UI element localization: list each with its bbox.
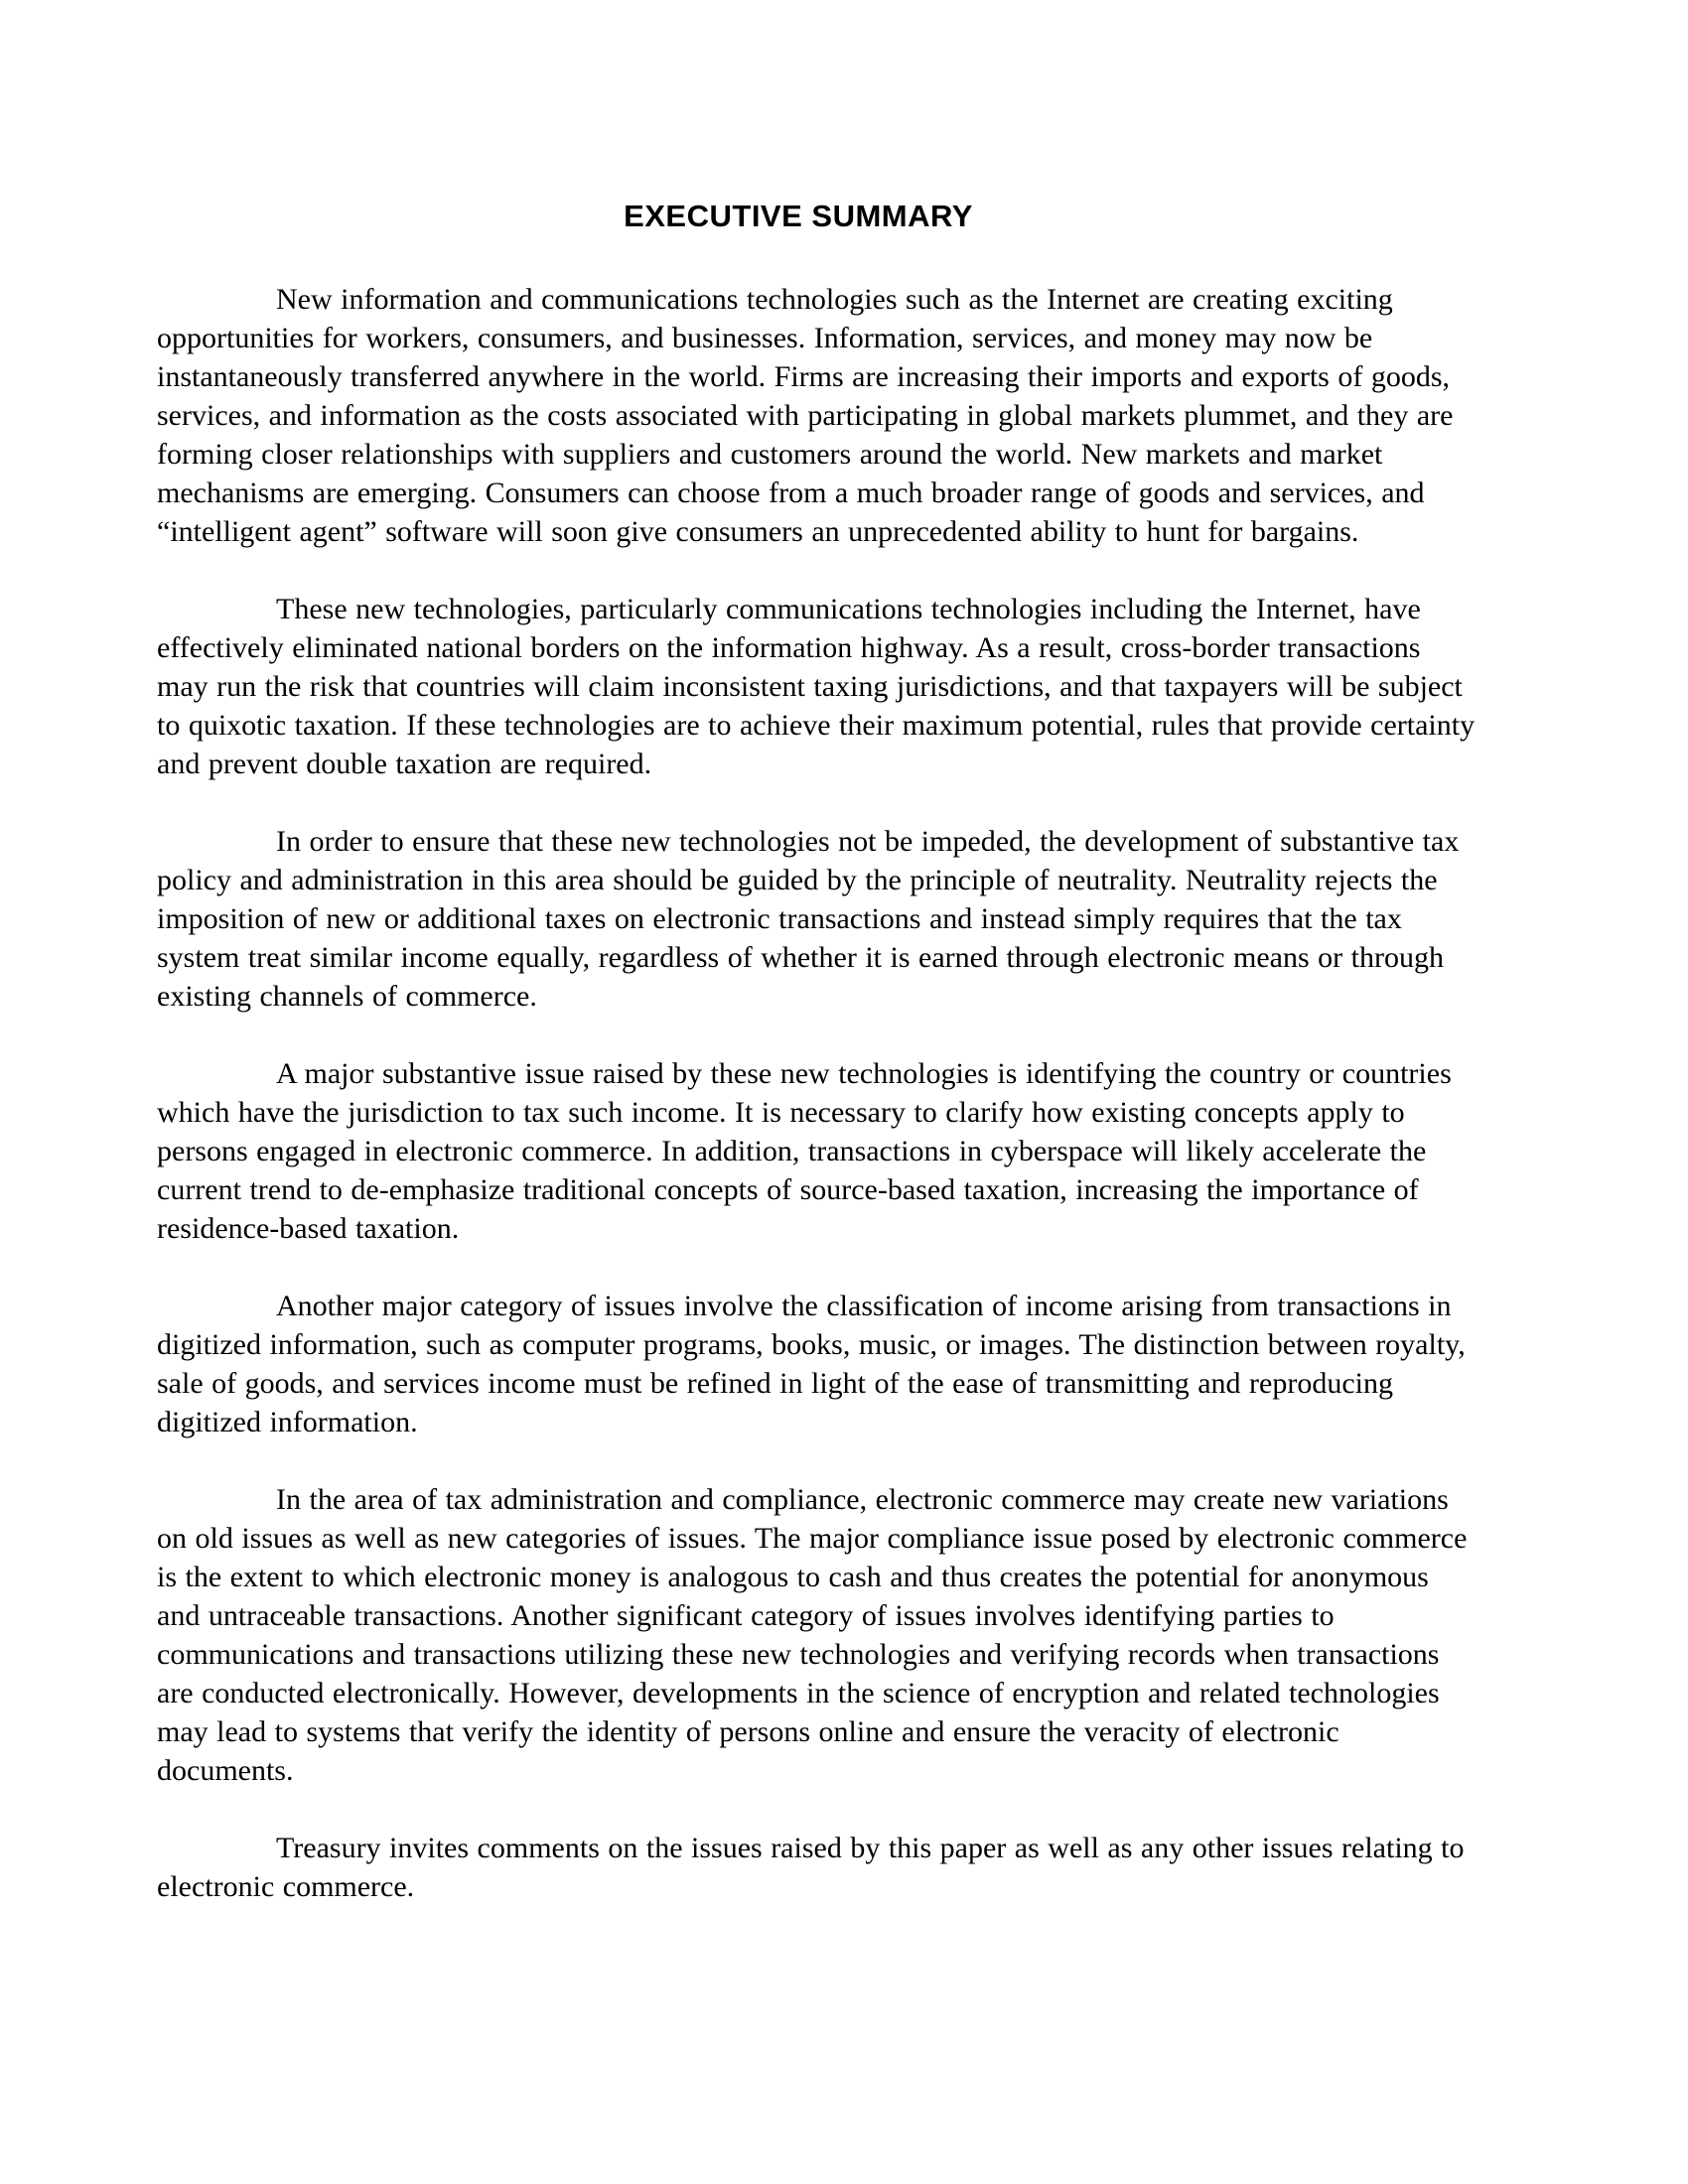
paragraph-4: A major substantive issue raised by these new technologies is identifying the country or countries which have the jurisdiction to tax such income. It is necessary to clarify how existing concepts apply to persons engaged in electronic commerce. In addition, transactions in cyberspace will likely accelerate the current trend to de-emphasize traditional concepts of source-based taxation, increasing the importance of residence-based taxation. xyxy=(157,1057,1452,1245)
paragraph-5: Another major category of issues involve the classification of income arising from transactions in digitized information, such as computer programs, books, music, or images. The distinction between royalty, sale of goods, and services income must be refined in light of the ease of transmitting and reproducing digitized information. xyxy=(157,1290,1466,1438)
paragraph-2: These new technologies, particularly communications technologies including the Internet, have effectively eliminated national borders on the information highway. As a result, cross-border transactions may run the risk that countries will claim inconsistent taxing jurisdictions, and that taxpayers will be subject to quixotic taxation. If these technologies are to achieve their maximum potential, rules that provide certainty and prevent double taxation are required. xyxy=(157,593,1476,780)
paragraph-1: New information and communications technologies such as the Internet are creating exciting opportunities for workers, consumers, and businesses. Information, services, and money may now be instantaneously transferred anywhere in the world. Firms are increasing their imports and exports of goods, services, and information as the costs associated with participating in global markets plummet, and they are forming closer relationships with suppliers and customers around the world. New markets and market mechanisms are emerging. Consumers can choose from a much broader range of goods and services, and “intelligent agent” software will soon give consumers an unprecedented ability to hunt for bargains. xyxy=(157,283,1454,548)
paragraph-3: In order to ensure that these new technologies not be impeded, the development of substantive tax policy and administration in this area should be guided by the principle of neutrality. Neutrality rejects the imposition of new or additional taxes on electronic transactions and instead simply requires that the tax system treat similar income equally, regardless of whether it is earned through electronic means or through existing channels of commerce. xyxy=(157,825,1460,1013)
paragraph-7: Treasury invites comments on the issues raised by this paper as well as any other issues relating to electronic commerce. xyxy=(157,1832,1465,1903)
document-title: EXECUTIVE SUMMARY xyxy=(624,199,973,233)
paragraph-6: In the area of tax administration and compliance, electronic commerce may create new variations on old issues as well as new categories of issues. The major compliance issue posed by electronic commerce is the extent to which electronic money is analogous to cash and thus creates the potential for anonymous and untraceable transactions. Another significant category of issues involves identifying parties to communications and transactions utilizing these new technologies and verifying records when transactions are conducted electronically. However, developments in the science of encryption and related technologies may lead to systems that verify the identity of persons online and ensure the veracity of electronic documents. xyxy=(157,1483,1468,1787)
